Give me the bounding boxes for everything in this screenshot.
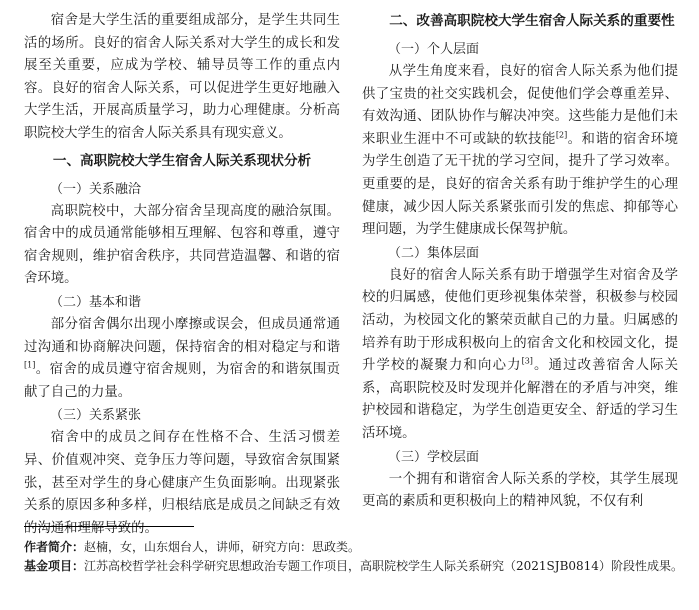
subsection-2-3-text: 一个拥有和谐宿舍人际关系的学校，其学生展现更高的素质和更积极向上的精神风貌，不仅有利 <box>362 471 678 510</box>
subsection-2-2-title: （二）集体层面 <box>388 245 480 261</box>
author-text: 赵楠，女，山东烟台人，讲师，研究方向：思政类。 <box>84 540 361 554</box>
subsection-1-3-text: 宿舍中的成员之间存在性格不合、生活习惯差异、价值观冲突、竞争压力等问题，导致宿舍氛围紧张，甚至对学生的身心健康产生负面影响。出现紧张关系的原因多种多样，归根结底是成员之间缺乏有效的沟通和理解导致的。 <box>24 430 340 536</box>
text-part: 良好的宿舍人际关系有助于增强学生对宿舍及学校的归属感，使他们更珍视集体荣誉，积极参与校园活动，为校园文化的繁荣贡献自己的力量。归属感的培养有助于形成积极向上的宿舍文化和校园文化，提升学校的凝聚力和向心力 <box>362 267 678 374</box>
fund-label: 基金项目： <box>24 559 85 573</box>
text-part: 。宿舍的成员遵守宿舍规则，为宿舍的和谐氛围贡献了自己的力量。 <box>24 362 340 400</box>
left-column <box>24 10 340 540</box>
subsection-1-3-title: （三）关系紧张 <box>50 408 142 424</box>
subsection-2-1-title: （一）个人层面 <box>388 42 480 57</box>
subsection-1-1-text: 高职院校中，大部分宿舍呈现高度的融洽氛围。宿舍中的成员通常能够相互理解、包容和尊重，遵守宿舍规则，维护宿舍秩序，共同营造温馨、和谐的宿舍环境。 <box>24 203 340 287</box>
citation-ref: [3] <box>521 356 533 366</box>
author-label: 作者简介： <box>24 540 85 554</box>
text-part: 。和谐的宿舍环境为学生创造了无干扰的学习空间，提升了学习效率。更重要的是，良好的宿舍关系有助于维护学生的心理健康，减少因人际关系紧张而引发的焦虑、抑郁等心理问题，为学生健康成长保驾护航。 <box>362 131 679 238</box>
author-note <box>24 538 684 557</box>
footnotes <box>24 538 684 576</box>
fund-note <box>24 557 684 576</box>
subsection-1-2-text <box>24 314 340 404</box>
subsection-2-2-text <box>362 265 678 446</box>
citation-ref: [2] <box>555 130 568 140</box>
section-2-title: 二、改善高职院校大学生宿舍人际关系的重要性 <box>389 13 675 29</box>
subsection-1-2-title: （二）基本和谐 <box>50 294 142 310</box>
citation-ref: [1] <box>24 360 36 370</box>
fund-text: 江苏高校哲学社会科学研究思想政治专题工作项目，高职院校学生人际关系研究（2021SJB0814）阶段性成果。 <box>84 559 683 573</box>
text-part: 。通过改善宿舍人际关系，高职院校及时发现并化解潜在的矛盾与冲突，维护校园和谐稳定，为学生创造更安全、舒适的学习生活环境。 <box>362 358 679 441</box>
footnote-divider <box>24 526 194 527</box>
subsection-2-3-title: （三）学校层面 <box>388 449 480 465</box>
section-1-title: 一、高职院校大学生宿舍人际关系现状分析 <box>52 152 312 169</box>
intro-paragraph: 宿舍是大学生活的重要组成部分，是学生共同生活的场所。良好的宿舍人际关系对大学生的成长和发展至关重要，应成为学校、辅导员等工作的重点内容。良好的宿舍人际关系，可以促进学生更好地融入大学生活，开展高质量学习，助力心理健康。分析高职院校大学生的宿舍人际关系具有现实意义。 <box>24 13 340 141</box>
text-part: 部分宿舍偶尔出现小摩擦或误会，但成员通常通过沟通和协商解决问题，保持宿舍的相对稳定与和谐 <box>24 316 340 355</box>
text-part: 从学生角度来看，良好的宿舍人际关系为他们提供了宝贵的社交实践机会，促使他们学会尊重差异、有效沟通、团队协作与解决冲突。这些能力是他们未来职业生涯中不可或缺的软技能 <box>362 64 678 147</box>
subsection-2-1-text <box>362 61 678 242</box>
right-column <box>362 10 678 514</box>
subsection-1-1-title: （一）关系融洽 <box>50 181 142 197</box>
